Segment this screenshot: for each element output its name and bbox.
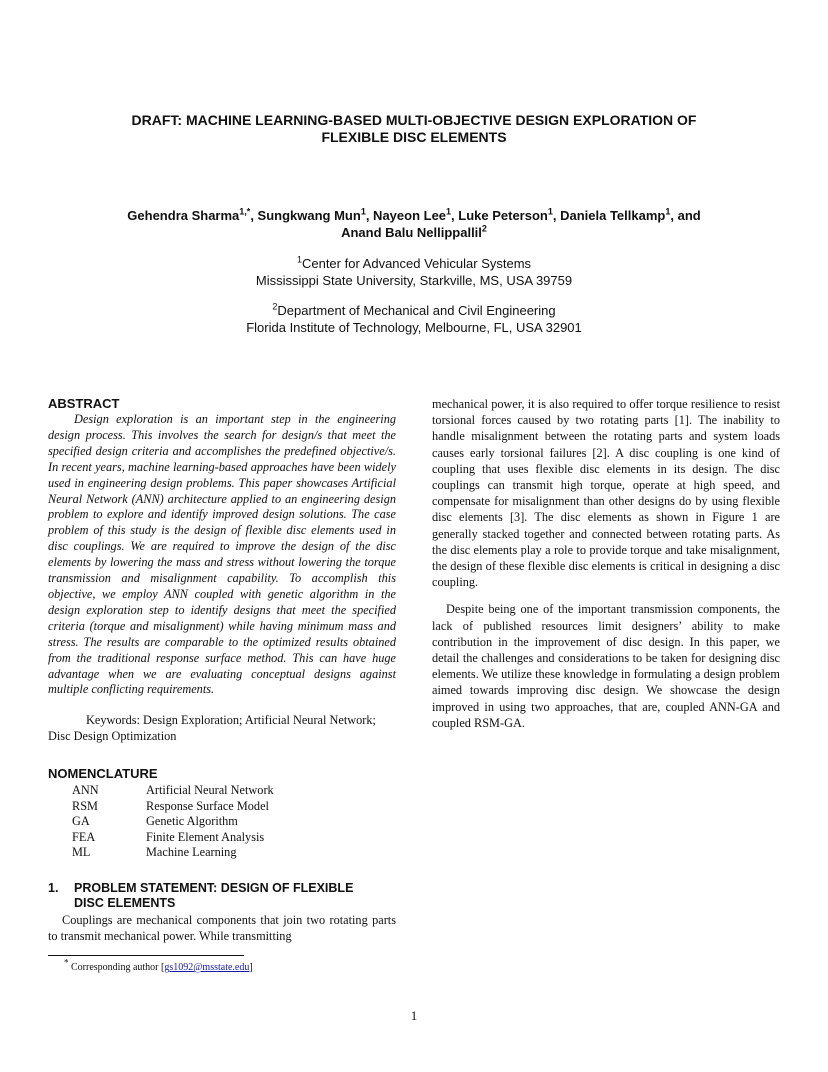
nomenclature-row — [72, 814, 274, 830]
affiliation-2 — [60, 302, 768, 336]
abstract-heading: ABSTRACT — [48, 396, 120, 411]
affiliation-address: Florida Institute of Technology, Melbourne, FL, USA 32901 — [246, 320, 582, 335]
nomenclature-abbr: GA — [72, 814, 90, 829]
nomenclature-meaning: Machine Learning — [146, 845, 237, 860]
author-list — [60, 207, 768, 241]
nomenclature-heading: NOMENCLATURE — [48, 766, 158, 782]
left-column — [48, 396, 396, 944]
footnote — [64, 957, 253, 974]
author-name: , Daniela Tellkamp — [552, 208, 666, 223]
affiliation-address: Mississippi State University, Starkville, MS, USA 39759 — [255, 273, 573, 288]
author-conjunction: , and — [670, 208, 701, 223]
affiliation-1 — [60, 255, 768, 289]
right-column — [432, 396, 780, 731]
nomenclature-row — [72, 799, 274, 815]
section-number: 1. — [48, 880, 59, 895]
author-line-2 — [60, 224, 768, 241]
nomenclature-table — [72, 783, 274, 861]
footnote-divider — [48, 955, 244, 956]
author-name: Gehendra Sharma — [127, 208, 240, 223]
page-number: 1 — [410, 1008, 418, 1023]
nomenclature-row — [72, 845, 274, 861]
abstract-text: Design exploration is an important step in the engineering design process. This involves the search for design/s that meet the specified design criteria and accomplishes the predefined objective/s. In recent years, machine learning-based approaches have been widely used in engineering design problems. This paper showcases Artificial Neural Network (ANN) architecture applied to an engineering design problem to explore and identify improved design solutions. The case problem of this study is the design of flexible disc elements used in disc couplings. We are required to improve the design of the disc elements by lowering the mass and stress without lowering the torque transmission and misalignment capability. To accomplish this objective, we employ ANN coupled with genetic algorithm in the design exploration step to identify designs that meet the specified criteria (torque and misalignment) while having minimum mass and stress. The results are comparable to the optimized results obtained from the traditional response surface method. This can have huge advantage when we are evaluating conceptual designs against multiple conflicting requirements. — [48, 412, 396, 697]
nomenclature-meaning: Response Surface Model — [146, 798, 269, 813]
affiliation-mark: 2 — [272, 301, 278, 312]
author-name: , Nayeon Lee — [365, 208, 447, 223]
nomenclature-meaning: Genetic Algorithm — [146, 814, 238, 829]
affiliation-mark: 1 — [296, 254, 302, 265]
author-line-1 — [60, 207, 768, 224]
author-name: , Sungkwang Mun — [250, 208, 361, 223]
section-heading-line-2: DISC ELEMENTS — [74, 896, 176, 911]
nomenclature-meaning: Finite Element Analysis — [146, 829, 265, 844]
footnote-close: ] — [249, 962, 253, 973]
author-name: Anand Balu Nellippallil — [341, 225, 482, 240]
nomenclature-meaning: Artificial Neural Network — [146, 783, 274, 798]
paper-title — [60, 112, 768, 146]
affiliation-name: Center for Advanced Vehicular Systems — [301, 256, 532, 271]
author-affiliation-mark: 1 — [665, 206, 671, 217]
keywords: Keywords: Design Exploration; Artificial Neural Network; Disc Design Optimization — [48, 713, 376, 744]
nomenclature-abbr: FEA — [72, 829, 96, 844]
body-paragraph: mechanical power, it is also required to offer torque resilience to resist torsional forces caused by two rotating parts [1]. The inability to handle misalignment between the rotating parts and system loads causes early torsional failures [2]. A disc coupling is one kind of coupling that uses flexible disc elements in its design. The disc couplings can transmit high torque, operate at high speed, and compensate for misalignment than other designs do by using flexible disc elements [3]. The disc elements as shown in Figure 1 are generally stacked together and connected between rotating parts. As the disc elements play a role to provide torque and take misalignment, the design of these flexible disc elements is critical in designing a disc coupling. — [432, 397, 780, 590]
author-name: , Luke Peterson — [451, 208, 548, 223]
nomenclature-row — [72, 783, 274, 799]
nomenclature-abbr: ANN — [72, 783, 99, 798]
author-affiliation-mark: 1 — [547, 206, 553, 217]
nomenclature-abbr: ML — [72, 845, 91, 860]
section-heading-line-1: PROBLEM STATEMENT: DESIGN OF FLEXIBLE — [74, 880, 354, 895]
affiliation-name: Department of Mechanical and Civil Engineering — [277, 303, 556, 318]
nomenclature-abbr: RSM — [72, 798, 98, 813]
section-heading — [48, 881, 396, 912]
author-affiliation-mark: 1 — [360, 206, 366, 217]
title-line-2: FLEXIBLE DISC ELEMENTS — [321, 129, 507, 145]
section-body-text: Couplings are mechanical components that join two rotating parts to transmit mechanical power. While transmitting — [48, 912, 396, 944]
nomenclature-row — [72, 830, 274, 846]
title-line-1: DRAFT: MACHINE LEARNING-BASED MULTI-OBJECTIVE DESIGN EXPLORATION OF — [131, 112, 697, 128]
author-affiliation-mark: 1,* — [239, 206, 251, 217]
author-affiliation-mark: 2 — [481, 223, 487, 234]
nomenclature-section — [48, 766, 396, 861]
footnote-mark: * — [64, 957, 69, 968]
body-paragraph: Despite being one of the important transmission components, the lack of published resources limit designers’ ability to make contribution in the improvement of disc design. In this paper, we detail the challenges and considerations to be taken for designing disc elements. We utilize these knowledge in formulating a design problem aimed towards improving disc design. We showcase the design improved in using two approaches, that are, coupled ANN-GA and coupled RSM-GA. — [432, 602, 780, 730]
author-affiliation-mark: 1 — [446, 206, 452, 217]
section-problem-statement — [48, 881, 396, 944]
email-link[interactable]: gs1092@msstate.edu — [164, 962, 250, 973]
footnote-text: Corresponding author [ — [68, 962, 165, 973]
